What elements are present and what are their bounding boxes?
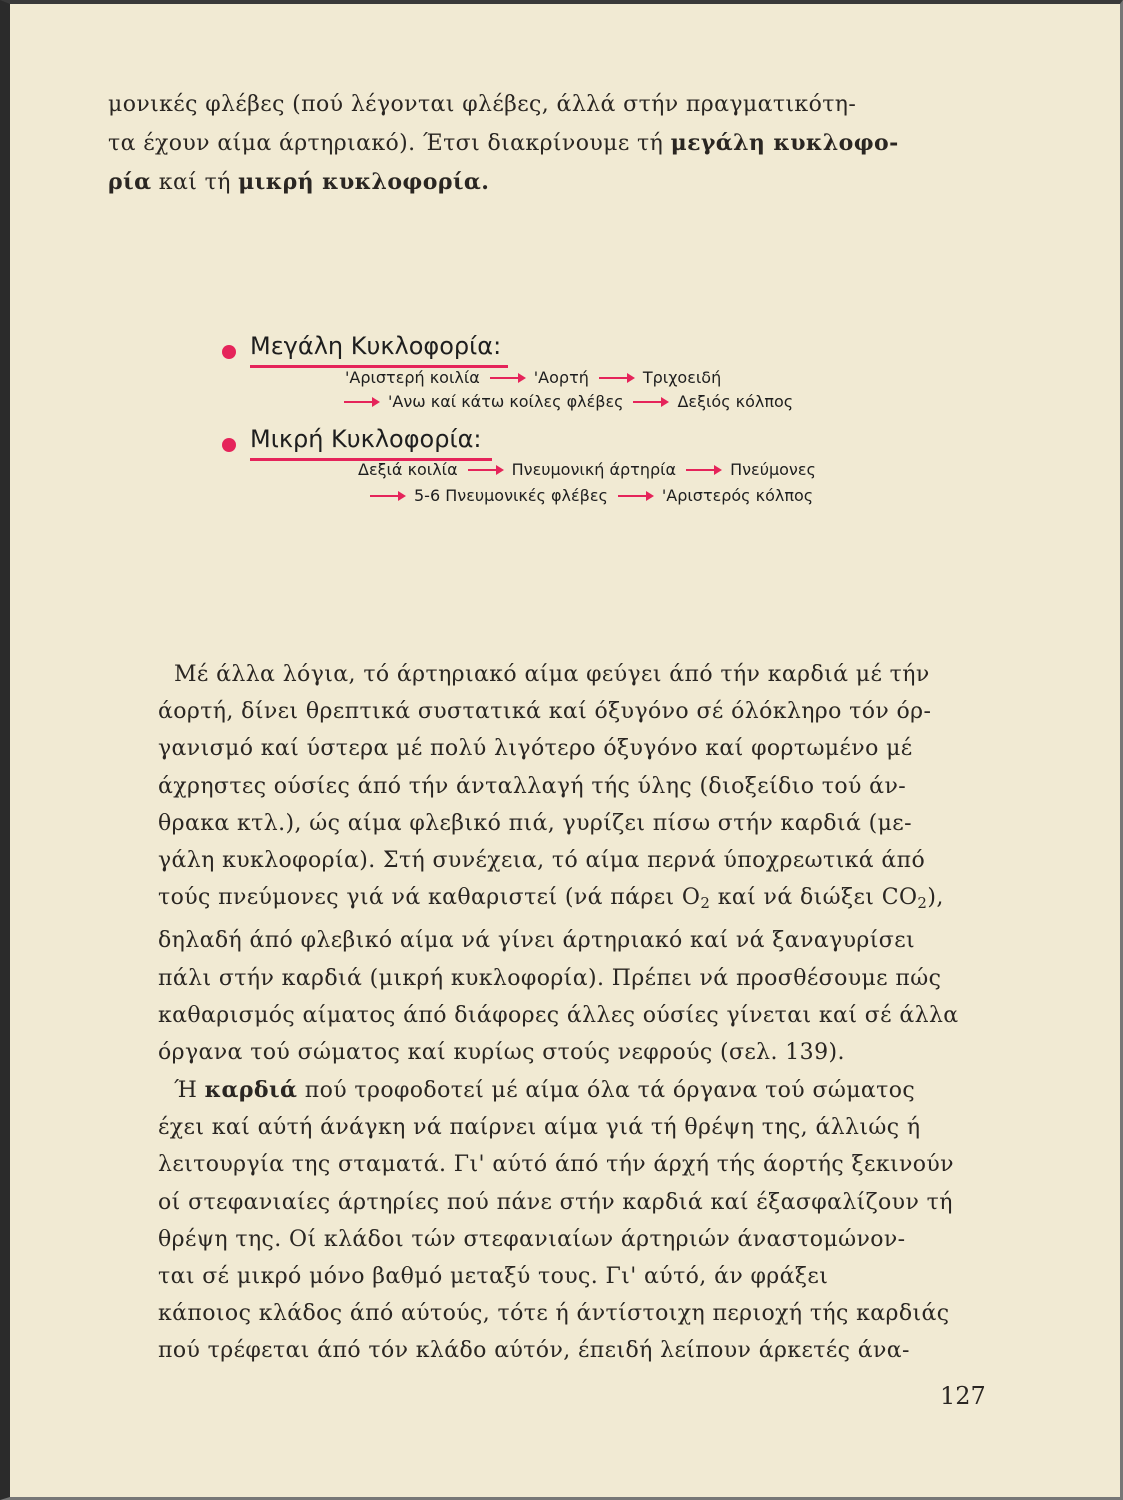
bold-term: μικρή κυκλοφορία. <box>238 169 490 195</box>
text-line: λειτουργία της σταματά. Γι' αύτό άπό τήν άρχή τής άορτής ξεκινούν <box>158 1152 954 1178</box>
body-paragraph-1 <box>158 656 959 1071</box>
small-row-2 <box>366 486 813 505</box>
small-circulation-title: Μικρή Κυκλοφορία: <box>250 425 482 453</box>
intro-text: τα έχουν αίμα άρτηριακό). Έτσι διακρίνουμε τή <box>108 131 671 156</box>
text-line: έχει καί αύτή άνάγκη νά παίρνει αίμα γιά τή θρέψη της, άλλιώς ή <box>158 1115 921 1141</box>
text-line <box>158 879 959 922</box>
subscript: 2 <box>700 894 711 913</box>
bold-term: καρδιά <box>204 1077 298 1103</box>
text-segment: ), <box>927 885 944 911</box>
text-line: πάλι στήν καρδιά (μικρή κυκλοφορία). Πρέπει νά προσθέσουμε πώς <box>158 965 942 991</box>
arrow-icon <box>370 495 404 497</box>
big-circulation-title: Μεγάλη Κυκλοφορία: <box>250 332 502 360</box>
text-line: άορτή, δίνει θρεπτικά συστατικά καί όξυγόνο σέ όλόκληρο τόν όρ- <box>158 699 932 725</box>
bullet-icon <box>222 345 236 359</box>
arrow-icon <box>344 401 378 403</box>
arrow-icon <box>686 469 720 471</box>
text-line: οί στεφανιαίες άρτηρίες πού πάνε στήν καρδιά καί έξασφαλίζουν τή <box>158 1189 953 1215</box>
bullet-icon <box>222 438 236 452</box>
text-line: θρακα κτλ.), ώς αίμα φλεβικό πιά, γυρίζει πίσω στήν καρδιά (με- <box>158 810 912 836</box>
diagram-step: 'Ανω καί κάτω κοίλες φλέβες <box>388 392 624 411</box>
arrow-icon <box>599 377 633 379</box>
arrow-icon <box>618 495 652 497</box>
text-segment: Ή <box>174 1078 205 1103</box>
text-line: όργανα τού σώματος καί κυρίως στούς νεφρούς (σελ. 139). <box>158 1040 845 1066</box>
subscript: 2 <box>917 894 928 913</box>
text-segment: καί νά διώξει CO <box>710 885 918 911</box>
bold-term: ρία <box>108 169 152 195</box>
text-line: δηλαδή άπό φλεβικό αίμα νά γίνει άρτηριακό καί νά ξαναγυρίσει <box>158 928 916 954</box>
big-row-2 <box>340 392 793 411</box>
diagram-step: 'Αριστερός κόλπος <box>661 486 814 505</box>
text-line: πού τρέφεται άπό τόν κλάδο αύτόν, έπειδή λείπουν άρκετές άνα- <box>158 1338 910 1364</box>
diagram-step: Δεξιός κόλπος <box>677 392 794 411</box>
text-line: γάλη κυκλοφορία). Στή συνέχεια, τό αίμα περνά ύποχρεωτικά άπό <box>158 848 926 874</box>
bold-term: μεγάλη κυκλοφο- <box>670 130 899 156</box>
circulation-diagram <box>0 0 1123 600</box>
diagram-step: Πνευμονική άρτηρία <box>511 460 677 479</box>
arrow-icon <box>633 401 667 403</box>
text-segment: τούς πνεύμονες γιά νά καθαριστεί (νά πάρει O <box>158 885 701 911</box>
text-line: Μέ άλλα λόγια, τό άρτηριακό αίμα φεύγει άπό τήν καρδιά μέ τήν <box>174 662 930 687</box>
diagram-step: Πνεύμονες <box>730 460 816 479</box>
diagram-step: 'Αορτή <box>533 368 589 387</box>
page-number: 127 <box>940 1382 986 1410</box>
text-line: καθαρισμός αίματος άπό διάφορες άλλες ούσίες γίνεται καί σέ άλλα <box>158 1002 959 1028</box>
diagram-step: 'Αριστερή κοιλία <box>345 368 480 387</box>
text-line <box>158 1072 954 1109</box>
arrow-icon <box>468 469 502 471</box>
text-line: θρέψη της. Οί κλάδοι τών στεφανιαίων άρτηριών άναστομώνον- <box>158 1226 906 1252</box>
intro-text: καί τή <box>151 170 239 195</box>
intro-line: μονικές φλέβες (πού λέγονται φλέβες, άλλά στήν πραγματικότη- <box>108 92 857 117</box>
arrow-icon <box>490 377 524 379</box>
text-segment: πού τροφοδοτεί μέ αίμα όλα τά όργανα τού σώματος <box>297 1078 916 1103</box>
big-row-1 <box>345 368 721 387</box>
diagram-step: 5-6 Πνευμονικές φλέβες <box>414 486 608 505</box>
text-line: άχρηστες ούσίες άπό τήν άνταλλαγή τής ύλης (διοξείδιο τού άν- <box>158 773 907 799</box>
diagram-step: Δεξιά κοιλία <box>358 460 458 479</box>
diagram-step: Τριχοειδή <box>642 368 722 387</box>
small-row-1 <box>358 460 816 479</box>
text-line: ται σέ μικρό μόνο βαθμό μεταξύ τους. Γι' αύτό, άν φράξει <box>158 1264 829 1290</box>
text-line: γανισμό καί ύστερα μέ πολύ λιγότερο όξυγόνο καί φορτωμένο μέ <box>158 736 913 762</box>
text-line: κάποιος κλάδος άπό αύτούς, τότε ή άντίστοιχη περιοχή τής καρδιάς <box>158 1301 950 1327</box>
body-paragraph-2 <box>158 1072 954 1370</box>
